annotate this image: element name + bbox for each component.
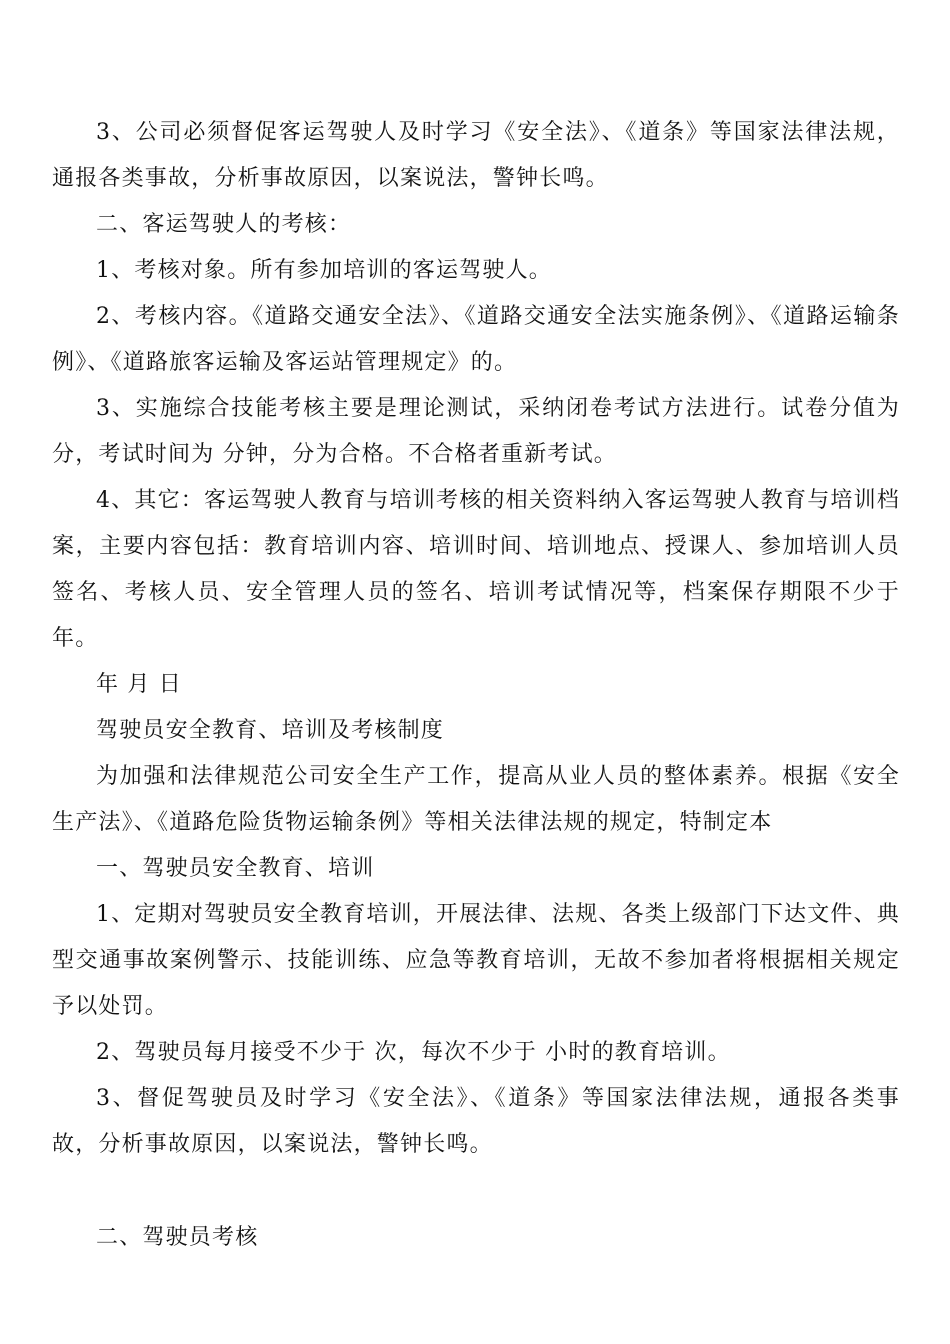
document-title: 驾驶员安全教育、培训及考核制度 xyxy=(96,718,445,743)
section-heading-assessment: 二、客运驾驶人的考核： xyxy=(96,212,352,237)
paragraph-purpose: 为加强和法律规范公司安全生产工作，提高从业人员的整体素养。根据《安全生产法》、《道路危险货物运输条例》等相关法律法规的规定，特制定本 xyxy=(52,764,900,835)
document-body xyxy=(52,110,909,1261)
paragraph-regular-training: 1、定期对驾驶员安全教育培训，开展法律、法规、各类上级部门下达文件、典型交通事故案例警示、技能训练、应急等教育培训，无故不参加者将根据相关规定予以处罚。 xyxy=(52,902,900,1019)
paragraph-driver-study: 3、督促驾驶员及时学习《安全法》、《道条》等国家法律法规，通报各类事故，分析事故原因，以案说法，警钟长鸣。 xyxy=(52,1086,900,1157)
paragraph-assessment-target: 1、考核对象。所有参加培训的客运驾驶人。 xyxy=(96,258,552,283)
date-line: 年 月 日 xyxy=(96,672,182,697)
section-heading-education: 一、驾驶员安全教育、培训 xyxy=(96,856,375,881)
paragraph-monthly-training: 2、驾驶员每月接受不少于 次，每次不少于 小时的教育培训。 xyxy=(96,1040,731,1065)
paragraph-other-records: 4、其它：客运驾驶人教育与培训考核的相关资料纳入客运驾驶人教育与培训档案，主要内容包括：教育培训内容、培训时间、培训地点、授课人、参加培训人员签名、考核人员、安全管理人员的签名、培训考试情况等，档案保存期限不少于 年。 xyxy=(52,488,909,651)
paragraph-assessment-method: 3、实施综合技能考核主要是理论测试，采纳闭卷考试方法进行。试卷分值为分，考试时间为 分钟，分为合格。不合格者重新考试。 xyxy=(52,396,900,467)
paragraph-assessment-content: 2、考核内容。《道路交通安全法》、《道路交通安全法实施条例》、《道路运输条例》、《道路旅客运输及客运站管理规定》的。 xyxy=(52,304,900,375)
section-heading-driver-assessment: 二、驾驶员考核 xyxy=(96,1225,259,1250)
paragraph-supervise-study: 3、公司必须督促客运驾驶人及时学习《安全法》、《道条》等国家法律法规，通报各类事故，分析事故原因，以案说法，警钟长鸣。 xyxy=(52,120,900,191)
